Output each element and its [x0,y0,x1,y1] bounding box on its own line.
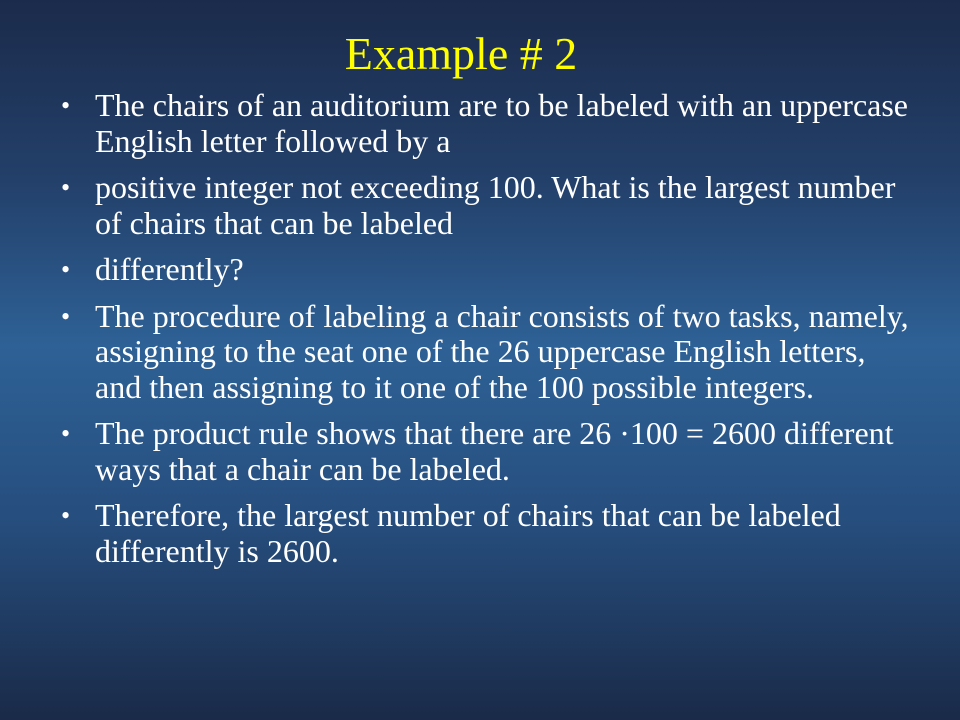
bullet-text: The procedure of labeling a chair consists of two tasks, namely, assigning to the seat one of the 26 uppercase English letters, and then assigning to it one of the 100 possible integers. [95,297,909,405]
bullet-item [60,252,910,288]
bullet-list [60,88,910,580]
bullet-text: positive integer not exceeding 100. What is the largest number of chairs that can be labeled [95,169,896,241]
bullet-icon: • [61,173,71,202]
bullet-icon: • [61,419,71,448]
bullet-text: Therefore, the largest number of chairs that can be labeled differently is 2600. [95,497,841,569]
bullet-item [60,498,910,569]
bullet-item [60,416,910,487]
bullet-icon: • [61,501,71,530]
bullet-icon: • [61,255,71,284]
bullet-item [60,88,910,159]
bullet-item [60,299,910,406]
bullet-icon: • [61,91,71,120]
bullet-text: differently? [95,251,244,287]
slide-title: Example # 2 [344,28,578,79]
bullet-text: The chairs of an auditorium are to be labeled with an uppercase English letter followed by a [95,87,908,159]
bullet-icon: • [61,301,71,331]
bullet-text: The product rule shows that there are 26 ·100 = 2600 different ways that a chair can be labeled. [95,415,894,487]
bullet-item [60,170,910,241]
